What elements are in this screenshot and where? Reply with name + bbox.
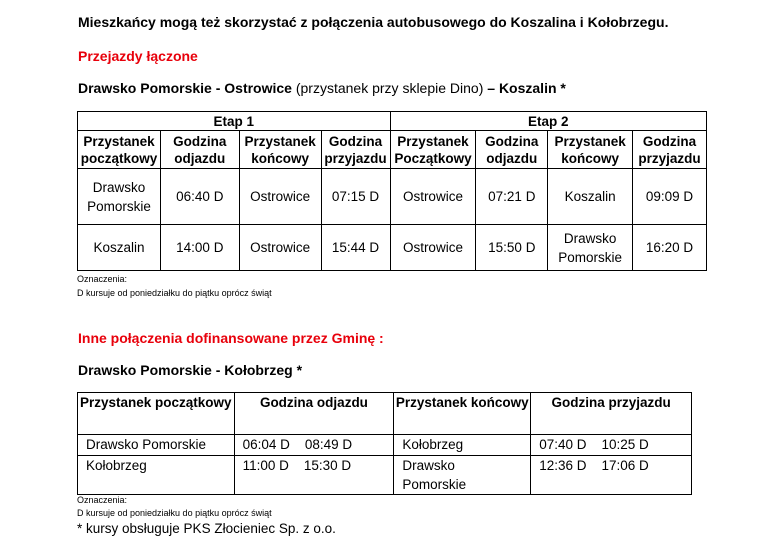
col-header: Przystanek początkowy — [78, 131, 161, 169]
table-cell: Ostrowice — [390, 169, 476, 225]
section1-route — [78, 80, 566, 96]
route-end: – Koszalin * — [487, 80, 566, 96]
table-cell: 06:40 D — [160, 169, 239, 225]
table-row — [78, 456, 692, 495]
table-row — [78, 435, 692, 456]
col-header: Godzina odjazdu — [476, 131, 548, 169]
table-row — [78, 225, 707, 271]
col-header: Godzina przyjazdu — [321, 131, 390, 169]
route-note: (przystanek przy sklepie Dino) — [291, 80, 488, 96]
schedule-table-2 — [77, 392, 692, 495]
col-header: Godzina odjazdu — [234, 393, 394, 435]
table-cell: Koszalin — [78, 225, 161, 271]
table-cell: Drawsko Pomorskie — [78, 169, 161, 225]
table-cell: 09:09 D — [633, 169, 707, 225]
section2-heading: Inne połączenia dofinansowane przez Gminę : — [78, 330, 384, 346]
table-cell: 15:44 D — [321, 225, 390, 271]
operator-note: * kursy obsługuje PKS Złocieniec Sp. z o.o. — [77, 521, 336, 536]
col-header: Godzina przyjazdu — [531, 393, 692, 435]
col-header: Przystanek początkowy — [78, 393, 235, 435]
table-cell: Drawsko Pomorskie — [548, 225, 633, 271]
table-cell: 07:40 D 10:25 D — [531, 435, 692, 456]
table-cell: 16:20 D — [633, 225, 707, 271]
table-cell: Ostrowice — [239, 169, 321, 225]
table-cell: Koszalin — [548, 169, 633, 225]
col-header: Przystanek Początkowy — [390, 131, 476, 169]
col-header: Przystanek końcowy — [548, 131, 633, 169]
table-cell: Kołobrzeg — [78, 456, 235, 495]
table-cell: Drawsko Pomorskie — [394, 456, 531, 495]
legend-title: Oznaczenia: — [77, 274, 128, 284]
table-cell: 12:36 D 17:06 D — [531, 456, 692, 495]
section2-route: Drawsko Pomorskie - Kołobrzeg * — [78, 362, 303, 378]
col-header: Przystanek końcowy — [394, 393, 531, 435]
table-cell: 07:15 D — [321, 169, 390, 225]
legend-title-2: Oznaczenia: — [77, 495, 128, 505]
schedule-table-1 — [77, 111, 707, 271]
table-cell: 07:21 D — [476, 169, 548, 225]
legend-text: D kursuje od poniedziałku do piątku oprócz świąt — [77, 288, 272, 298]
table-cell: 06:04 D 08:49 D — [234, 435, 394, 456]
table-row — [78, 169, 707, 225]
col-header: Przystanek końcowy — [239, 131, 321, 169]
table-cell: 15:50 D — [476, 225, 548, 271]
table-cell: 11:00 D 15:30 D — [234, 456, 394, 495]
table-cell: Ostrowice — [390, 225, 476, 271]
table-cell: Drawsko Pomorskie — [78, 435, 235, 456]
col-header: Godzina odjazdu — [160, 131, 239, 169]
table-cell: 14:00 D — [160, 225, 239, 271]
section1-heading: Przejazdy łączone — [78, 48, 198, 64]
legend-text-2: D kursuje od poniedziałku do piątku oprócz świąt — [77, 508, 272, 518]
intro-text: Mieszkańcy mogą też skorzystać z połączenia autobusowego do Koszalina i Kołobrzegu. — [78, 14, 669, 30]
col-header: Godzina przyjazdu — [633, 131, 707, 169]
table-cell: Ostrowice — [239, 225, 321, 271]
stage1-header: Etap 1 — [78, 112, 391, 131]
table-cell: Kołobrzeg — [394, 435, 531, 456]
stage2-header: Etap 2 — [390, 112, 707, 131]
route-start: Drawsko Pomorskie - Ostrowice — [78, 80, 292, 96]
